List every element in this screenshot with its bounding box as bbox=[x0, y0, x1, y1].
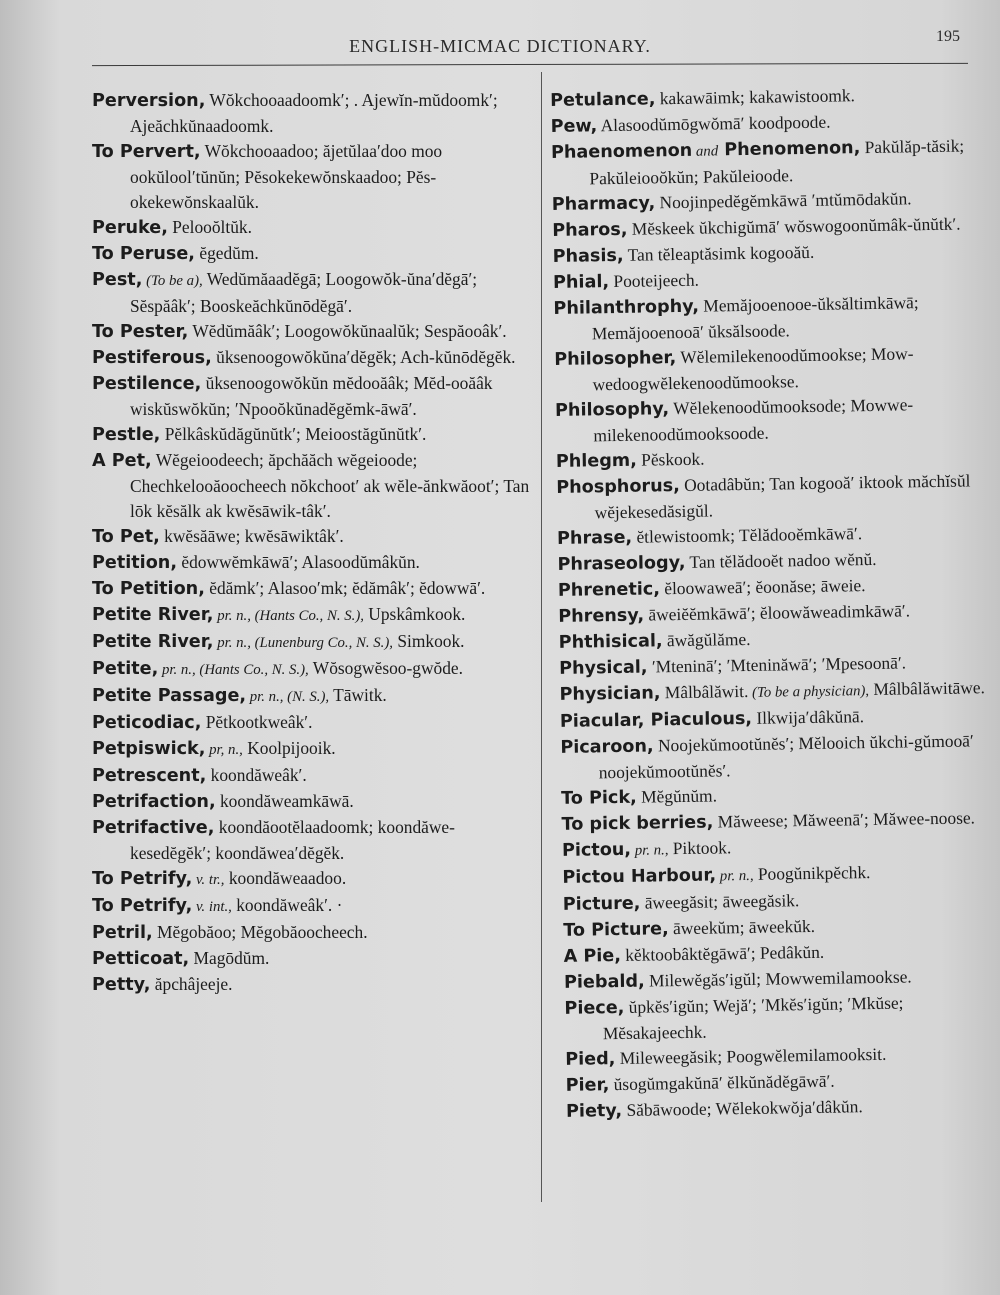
headword: Phasis, bbox=[552, 245, 624, 267]
definition: Mĕgŭnŭm. bbox=[636, 785, 718, 807]
grammar-note: v. tr., bbox=[192, 872, 225, 888]
grammar-note: pr. n., bbox=[630, 842, 669, 859]
definition: kĕktoobâktĕgāwā′; Pedâkŭn. bbox=[620, 941, 825, 965]
definition: ŭpkĕs′igŭn; Wejă′; ′Mkĕs′igŭn; ′Mkŭse; Mĕsakajeechk. bbox=[602, 992, 904, 1044]
headword: Philanthrophy, bbox=[553, 296, 700, 319]
definition: ăpchâjeeje. bbox=[150, 974, 233, 994]
headword: To Peruse, bbox=[92, 244, 195, 264]
dictionary-entry bbox=[92, 946, 532, 972]
definition: ŭsogŭmgakŭnā′ ĕlkŭnădĕgāwā′. bbox=[609, 1070, 835, 1095]
definition: kakawāimk; kakawistoomk. bbox=[655, 85, 856, 109]
headword: Piacular, Piaculous, bbox=[559, 708, 753, 732]
definition: Pĕlkâskŭdăgŭnŭtk′; Meioostăgŭnŭtk′. bbox=[160, 424, 427, 444]
headword: Peruke, bbox=[92, 218, 168, 238]
definition: koondăweâk′. bbox=[206, 765, 307, 785]
definition: Pooteijeech. bbox=[608, 269, 700, 292]
definition: Tan tĕlădooĕt nadoo wĕnŭ. bbox=[685, 548, 877, 572]
definition: koondăweâk′. · bbox=[231, 895, 343, 915]
dictionary-entry bbox=[92, 241, 532, 267]
dictionary-entry bbox=[92, 139, 532, 215]
grammar-note: pr. n., (N. S.), bbox=[246, 689, 330, 705]
headword: Peticodiac, bbox=[92, 713, 202, 733]
headword: Phrenetic, bbox=[557, 579, 661, 601]
grammar-note: pr. n., bbox=[716, 867, 754, 885]
headword: Phraseology, bbox=[557, 552, 686, 575]
grammar-note: (To be a), bbox=[142, 273, 203, 289]
definition: Tāwitk. bbox=[329, 685, 387, 705]
dictionary-entry bbox=[92, 215, 532, 241]
headword: Phenomenon, bbox=[717, 138, 861, 161]
definition: Pĕtkootkweâk′. bbox=[201, 712, 313, 732]
headword: To Pick, bbox=[561, 787, 637, 809]
definition: Noojekŭmootŭnĕs′; Mĕlooich ŭkchi-gŭmooā′ noojekŭmootŭnĕs′. bbox=[598, 730, 974, 783]
headword: Piety, bbox=[565, 1100, 623, 1122]
headword: Picaroon, bbox=[560, 736, 654, 758]
definition: Wĕgeioodeech; ăpchăăch wĕgeioode; Chechkelooăoocheech nŏkchoot′ ak wĕle-ănkwăoot′; Tan lōk kĕsălk ak kwĕsāwik-tâk′. bbox=[130, 450, 530, 521]
dictionary-entry bbox=[553, 289, 994, 347]
grammar-note: v. int., bbox=[192, 899, 232, 915]
definition: Wŏkchooaadoomk′; . Ajewĭn-mŭdoomk′; Ajeăchkŭnaadoomk. bbox=[130, 90, 498, 136]
headword: Pestilence, bbox=[92, 374, 202, 394]
definition: Mâlbâlăwitāwe. bbox=[868, 677, 986, 700]
grammar-note: (To be a physician), bbox=[748, 683, 870, 701]
headword: To Pervert, bbox=[92, 142, 201, 162]
definition: Mileweegăsik; Poogwĕlemilamooksit. bbox=[615, 1043, 887, 1069]
dictionary-entry bbox=[92, 736, 532, 763]
definition: koondăootĕlaadoomk; koondăwe-kesedĕgĕk′; koondăwea′dĕgĕk. bbox=[130, 817, 455, 863]
headword: Phrase, bbox=[556, 527, 633, 549]
definition: Wŏkchooaadoo; ăjetŭlaa′doo moo ookŭlool′tŭnŭn; Pĕsokekewŏnskaadoo; Pĕs-okekewŏnskaalŭk. bbox=[130, 141, 443, 212]
definition: koondăweamkāwā. bbox=[215, 791, 354, 811]
headword: Pier, bbox=[565, 1075, 610, 1096]
dictionary-entry bbox=[554, 340, 995, 398]
definition: Alasoodŭmōgwŏmā′ koodpoode. bbox=[597, 111, 831, 136]
definition: Mĕgobăoo; Mĕgobăoocheech. bbox=[152, 922, 368, 942]
dictionary-entry bbox=[92, 319, 532, 345]
headword: Petulance, bbox=[550, 89, 656, 111]
headword: Phthisical, bbox=[558, 631, 663, 653]
definition: Pĕskook. bbox=[636, 448, 705, 470]
dictionary-entry bbox=[556, 468, 997, 526]
definition: ĕtlewistoomk; Tĕlădooĕmkāwā′. bbox=[631, 523, 863, 547]
definition: Ootadâbŭn; Tan kogooă′ iktook măchĭsŭl wĕjekesedăsigŭl. bbox=[594, 470, 971, 523]
dictionary-entry bbox=[92, 576, 532, 602]
headword: Phrensy, bbox=[558, 605, 645, 627]
dictionary-entry bbox=[92, 866, 532, 893]
definition: kwĕsăāwe; kwĕsāwiktâk′. bbox=[159, 526, 344, 546]
headword: To Petition, bbox=[92, 579, 205, 599]
definition: Ilkwija′dâkŭnā. bbox=[751, 706, 865, 728]
definition: āweiĕĕmkāwā′; ĕloowăweadimkāwā′. bbox=[643, 600, 911, 625]
definition: Wŏsogwĕsoo-gwŏde. bbox=[308, 658, 463, 678]
definition: Mâlbâlăwit. bbox=[660, 680, 749, 703]
definition: āweekŭm; āweekŭk. bbox=[668, 915, 816, 939]
definition: Magōdŭm. bbox=[189, 948, 270, 968]
headword: Perversion, bbox=[92, 91, 206, 111]
dictionary-entry bbox=[92, 88, 532, 139]
column-divider bbox=[541, 72, 542, 1202]
dictionary-entry bbox=[551, 133, 992, 192]
dictionary-entry bbox=[92, 602, 532, 629]
headword: A Pie, bbox=[563, 945, 622, 967]
headword: Pestiferous, bbox=[92, 348, 212, 368]
definition: ĕdowwĕmkāwā′; Alasoodŭmâkŭn. bbox=[177, 552, 420, 572]
definition: Koolpijooik. bbox=[242, 738, 336, 758]
headword: Petite River, bbox=[92, 605, 214, 625]
headword: Petpiswick, bbox=[92, 739, 206, 759]
headword: Pest, bbox=[92, 270, 143, 290]
dictionary-entry bbox=[92, 345, 532, 371]
dictionary-entry bbox=[92, 893, 532, 920]
headword: Piebald, bbox=[563, 971, 645, 993]
dictionary-entry bbox=[92, 422, 532, 448]
grammar-note: and bbox=[692, 143, 719, 160]
dictionary-entry bbox=[92, 920, 532, 946]
headword: Petrifactive, bbox=[92, 818, 215, 838]
definition: ĕgedŭm. bbox=[195, 243, 259, 263]
dictionary-entry bbox=[92, 524, 532, 550]
definition: ŭksenoogowŏkŭna′dĕgĕk; Ach-kŭnōdĕgĕk. bbox=[211, 347, 516, 367]
headword: Physician, bbox=[559, 683, 661, 705]
headword: Phial, bbox=[552, 272, 610, 293]
headword: To Petrify, bbox=[92, 869, 193, 889]
headword: Piece, bbox=[564, 997, 625, 1019]
definition: Wĕdŭmăâk′; Loogowŏkŭnaalŭk; Sespăooâk′. bbox=[188, 321, 507, 341]
running-header: ENGLISH-MICMAC DICTIONARY. bbox=[349, 36, 651, 56]
headword: Petite Passage, bbox=[92, 686, 247, 706]
grammar-note: pr. n., (Hants Co., N. S.), bbox=[213, 608, 364, 624]
dictionary-entry bbox=[92, 550, 532, 576]
headword: Philosophy, bbox=[554, 399, 670, 421]
dictionary-entry bbox=[92, 710, 532, 736]
definition: Milewĕgăs′igŭl; Mowwemilamookse. bbox=[644, 966, 912, 991]
dictionary-entry bbox=[555, 391, 996, 449]
definition: Simkook. bbox=[393, 631, 465, 651]
headword: A Pet, bbox=[92, 451, 152, 471]
headword: To pick berries, bbox=[561, 812, 714, 835]
dictionary-entry bbox=[92, 763, 532, 789]
dictionary-entry bbox=[92, 683, 532, 710]
definition: ĕloowaweā′; ĕoonăse; āweie. bbox=[659, 575, 866, 599]
headword: Petrescent, bbox=[92, 766, 207, 786]
headword: Physical, bbox=[558, 657, 648, 679]
definition: Poogŭnikpĕchk. bbox=[753, 862, 871, 884]
headword: To Petrify, bbox=[92, 896, 193, 916]
headword: Petite, bbox=[92, 659, 159, 679]
left-column bbox=[92, 88, 532, 998]
definition: Noojinpedĕgĕmkāwā ′mtŭmōdakŭn. bbox=[655, 188, 912, 213]
dictionary-entry bbox=[92, 972, 532, 998]
headword: To Pester, bbox=[92, 322, 189, 342]
headword: Petition, bbox=[92, 553, 178, 573]
definition: ĕdămk′; Alasoo′mk; ĕdămâk′; ĕdowwā′. bbox=[204, 578, 486, 598]
dictionary-entry bbox=[92, 448, 532, 524]
grammar-note: pr, n., bbox=[205, 742, 243, 758]
definition: Tan tĕleaptăsimk kogooăŭ. bbox=[623, 241, 815, 265]
page-number: 195 bbox=[936, 28, 960, 45]
dictionary-entry bbox=[566, 1092, 1000, 1125]
headword: Pestle, bbox=[92, 425, 161, 445]
definition: Măweese; Măweenā′; Măwee-noose. bbox=[713, 807, 976, 832]
headword: Phlegm, bbox=[555, 450, 638, 472]
definition: Mĕskeek ŭkchigŭmā′ wŏswogoonŭmâk-ŭnŭtk′. bbox=[627, 213, 961, 239]
headword: Petril, bbox=[92, 923, 153, 943]
definition: āweegăsit; āweegăsik. bbox=[640, 890, 800, 913]
definition: Pakŭlăp-tăsik; Pakŭleiooŏkŭn; Pakŭleioode. bbox=[589, 135, 965, 189]
header-rule bbox=[92, 63, 968, 66]
headword: Pictou, bbox=[561, 839, 632, 861]
dictionary-entry bbox=[92, 656, 532, 683]
definition: Pelooŏltŭk. bbox=[167, 217, 252, 237]
headword: To Pet, bbox=[92, 527, 160, 547]
headword: Pharos, bbox=[552, 219, 628, 241]
grammar-note: pr. n., (Lunenburg Co., N. S.), bbox=[213, 635, 393, 651]
definition: ŭksenoogowŏkŭn mĕdooăâk; Mĕd-ooăâk wiskŭswŏkŭn; ′Npooŏkŭnadĕgĕmk-āwā′. bbox=[130, 373, 493, 419]
definition: āwăgŭlăme. bbox=[662, 628, 751, 651]
definition: Wedŭmăaadĕgā; Loogowŏk-ŭna′dĕgā′; Sĕspăâk′; Booskeăchkŭnōdĕgā′. bbox=[130, 269, 478, 316]
headword: Petrifaction, bbox=[92, 792, 216, 812]
definition: Piktook. bbox=[668, 837, 732, 859]
dictionary-entry bbox=[92, 629, 532, 656]
headword: To Picture, bbox=[563, 919, 669, 941]
headword: Philosopher, bbox=[554, 348, 677, 370]
dictionary-entry bbox=[564, 989, 1000, 1047]
dictionary-entry bbox=[560, 728, 1000, 786]
definition: Săbāwoode; Wĕlekokwŏja′dâkŭn. bbox=[621, 1096, 863, 1120]
definition: Upskâmkook. bbox=[363, 604, 466, 624]
headword: Pied, bbox=[565, 1049, 616, 1070]
right-column bbox=[550, 81, 1000, 1125]
headword: Petticoat, bbox=[92, 949, 190, 969]
definition: koondăweaadoo. bbox=[224, 868, 347, 888]
headword: Pew, bbox=[550, 116, 598, 137]
definition: Wĕlekenoodŭmooksode; Mowwe-milekenoodŭmooksoode. bbox=[593, 394, 914, 446]
headword: Phaenomenon bbox=[550, 140, 693, 163]
grammar-note: pr. n., (Hants Co., N. S.), bbox=[158, 662, 309, 678]
headword: Picture, bbox=[562, 893, 641, 915]
dictionary-entry bbox=[92, 267, 532, 319]
headword: Phosphorus, bbox=[556, 476, 680, 498]
headword: Pictou Harbour, bbox=[562, 865, 717, 888]
dictionary-entry bbox=[92, 371, 532, 422]
dictionary-entry bbox=[92, 815, 532, 866]
headword: Petty, bbox=[92, 975, 151, 995]
headword: Pharmacy, bbox=[551, 193, 656, 215]
definition: Memăjooenooe-ŭksăltimkāwā; Memăjooenooā′ ŭksălsoode. bbox=[591, 292, 919, 344]
dictionary-entry bbox=[92, 789, 532, 815]
headword: Petite River, bbox=[92, 632, 214, 652]
definition: ′Mteninā′; ′Mteninăwā′; ′Mpesoonā′. bbox=[647, 652, 907, 677]
definition: Wĕlemilekenoodŭmookse; Mow-wedoogwĕlekenoodŭmookse. bbox=[592, 343, 914, 395]
